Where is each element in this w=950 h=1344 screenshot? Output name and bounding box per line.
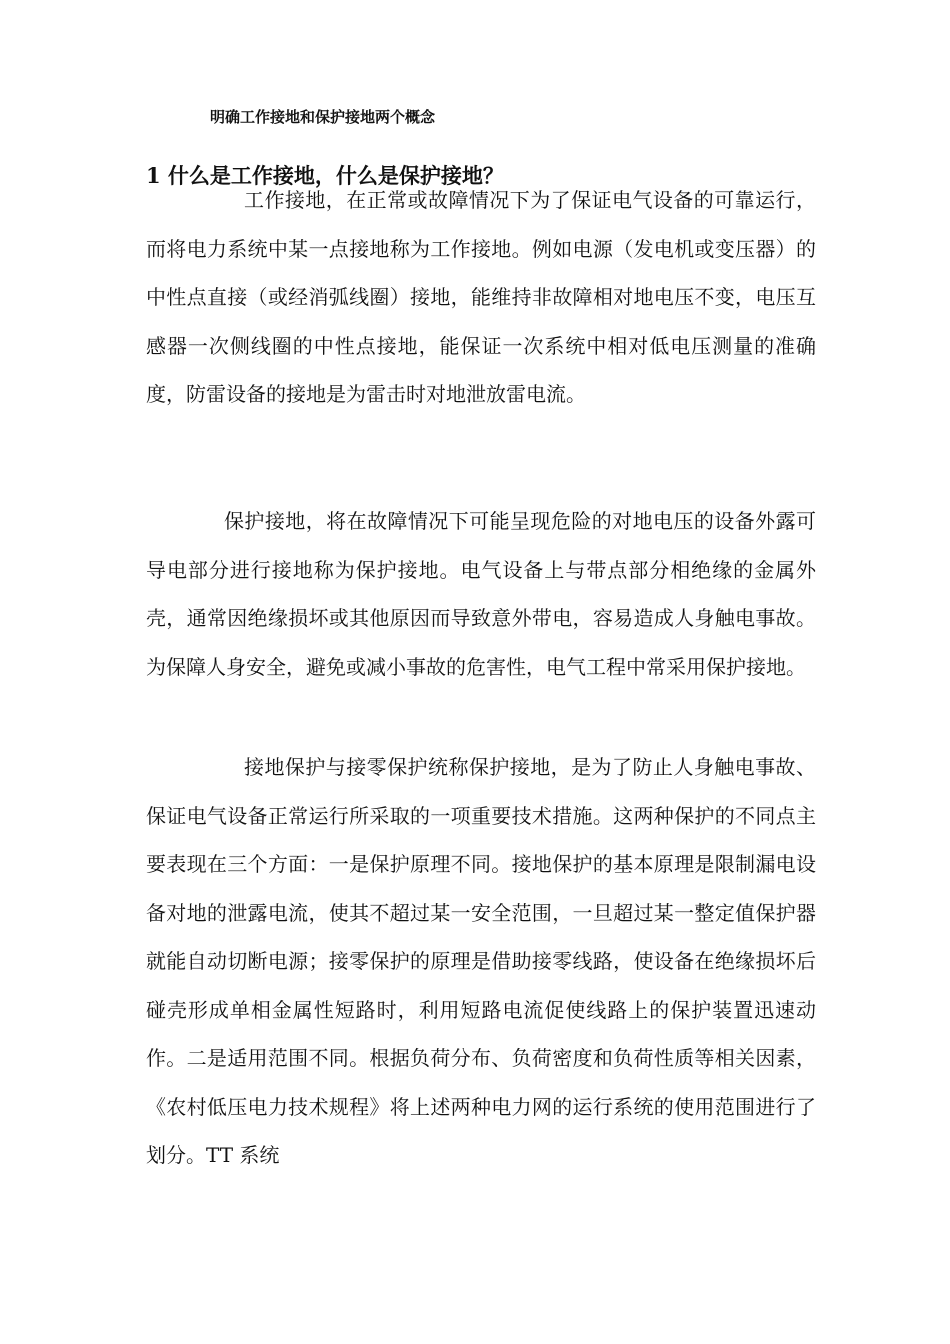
paragraph-working-grounding: 工作接地，在正常或故障情况下为了保证电气设备的可靠运行，而将电力系统中某一点接地称为工作接地。例如电源（发电机或变压器）的中性点直接（或经消弧线圈）接地，能维持非故障相对地电压不变，电压互感器一次侧线圈的中性点接地，能保证一次系统中相对低电压测量的准确度，防雷设备的接地是为雷击时对地泄放雷电流。: [146, 188, 816, 406]
paragraph-protective-grounding: 保护接地，将在故障情况下可能呈现危险的对地电压的设备外露可导电部分进行接地称为保护接地。电气设备上与带点部分相绝缘的金属外壳，通常因绝缘损坏或其他原因而导致意外带电，容易造成人身触电事故。为保障人身安全，避免或减小事故的危害性，电气工程中常采用保护接地。: [146, 509, 816, 679]
section-heading: 1 什么是工作接地，什么是保护接地？: [146, 163, 504, 188]
paragraph-grounding-vs-neutral: 接地保护与接零保护统称保护接地，是为了防止人身触电事故、保证电气设备正常运行所采取的一项重要技术措施。这两种保护的不同点主要表现在三个方面：一是保护原理不同。接地保护的基本原理是限制漏电设备对地的泄露电流，使其不超过某一安全范围，一旦超过某一整定值保护器就能自动切断电源；接零保护的原理是借助接零线路，使设备在绝缘损坏后碰壳形成单相金属性短路时，利用短路电流促使线路上的保护装置迅速动作。二是适用范围不同。根据负荷分布、负荷密度和负荷性质等相关因素，《农村低压电力技术规程》将上述两种电力网的运行系统的使用范围进行了划分。TT 系统: [146, 755, 816, 1167]
document-title: 明确工作接地和保护接地两个概念: [210, 108, 436, 126]
